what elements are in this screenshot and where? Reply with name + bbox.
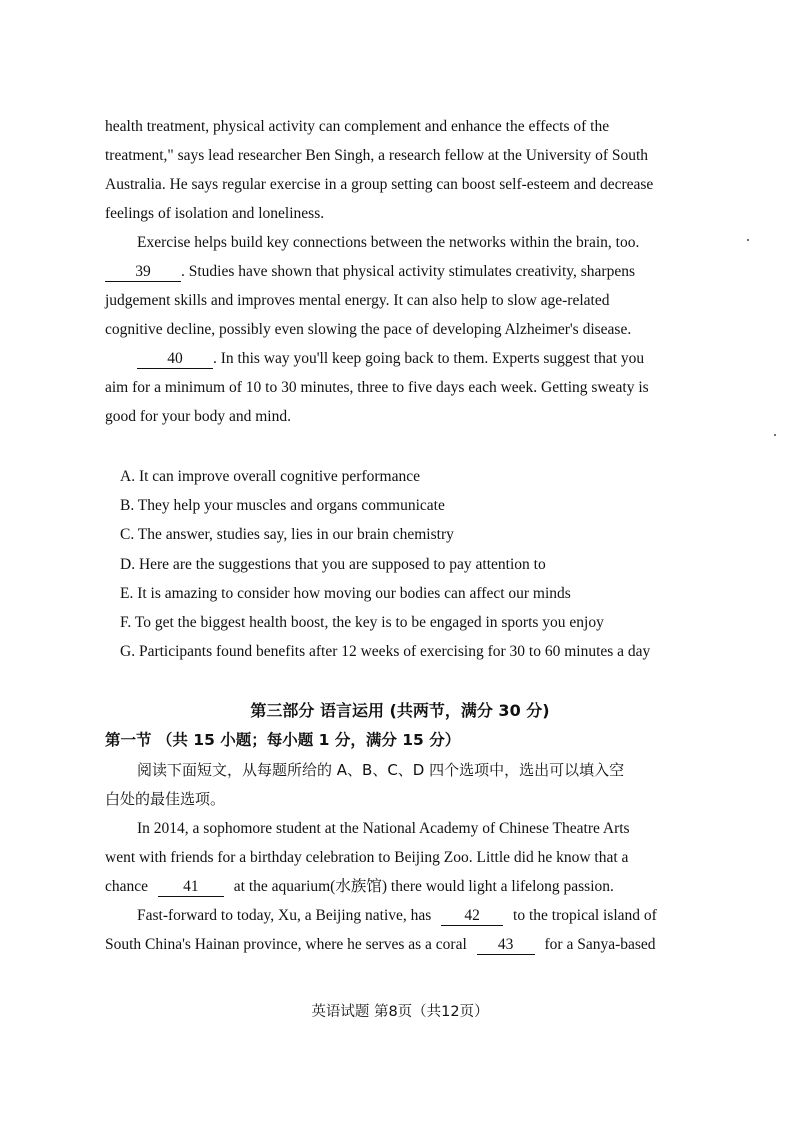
text-after-blank: for a Sanya-based xyxy=(544,936,656,953)
option-b: B. They help your muscles and organs communicate xyxy=(120,497,445,515)
text-line: Australia. He says regular exercise in a group setting can boost self-esteem and decrease xyxy=(105,176,654,193)
text-after-blank: . In this way you'll keep going back to them. Experts suggest that you xyxy=(213,350,645,367)
section-subtitle: 第一节 （共 15 小题；每小题 1 分，满分 15 分） xyxy=(105,731,461,749)
option-e: E. It is amazing to consider how moving our bodies can affect our minds xyxy=(120,584,571,602)
text-before-blank: South China's Hainan province, where he serves as a coral xyxy=(105,936,467,953)
text-line: aim for a minimum of 10 to 30 minutes, three to five days each week. Getting sweaty is xyxy=(105,379,649,396)
blank-39: 39 xyxy=(105,263,181,282)
text-line-with-blank xyxy=(105,930,695,959)
blank-42: 42 xyxy=(441,907,503,926)
text-line: health treatment, physical activity can complement and enhance the effects of the xyxy=(105,118,610,135)
text-line-with-blank xyxy=(105,872,695,901)
scan-speck xyxy=(747,239,749,241)
text-line: judgement skills and improves mental energy. It can also help to slow age-related xyxy=(105,292,610,309)
text-line: Exercise helps build key connections between the networks within the brain, too. xyxy=(137,234,640,251)
text-line: cognitive decline, possibly even slowing the pace of developing Alzheimer's disease. xyxy=(105,321,632,338)
text-before-blank: Fast-forward to today, Xu, a Beijing native, has xyxy=(137,907,432,924)
passage-paragraph-1 xyxy=(105,112,695,228)
option-f: F. To get the biggest health boost, the key is to be engaged in sports you enjoy xyxy=(120,613,604,631)
text-line: treatment," says lead researcher Ben Singh, a research fellow at the University of South xyxy=(105,147,649,164)
option-g: G. Participants found benefits after 12 weeks of exercising for 30 to 60 minutes a day xyxy=(120,643,651,661)
cloze-paragraph-1 xyxy=(105,814,695,901)
section-instructions xyxy=(105,756,695,814)
instruction-line: 阅读下面短文，从每题所给的 A、B、C、D 四个选项中，选出可以填入空 xyxy=(137,761,625,779)
section-title: 第三部分 语言运用 (共两节，满分 30 分) xyxy=(250,701,550,720)
text-line: In 2014, a sophomore student at the National Academy of Chinese Theatre Arts xyxy=(137,820,630,837)
text-after-blank: to the tropical island of xyxy=(513,907,657,924)
page-footer: 英语试题 第8页（共12页） xyxy=(311,1004,489,1020)
instruction-line: 白处的最佳选项。 xyxy=(105,790,226,808)
option-c: C. The answer, studies say, lies in our brain chemistry xyxy=(120,526,454,544)
text-after-blank: at the aquarium(水族馆) there would light a lifelong passion. xyxy=(233,878,614,895)
text-line-with-blank xyxy=(105,257,695,286)
text-line: good for your body and mind. xyxy=(105,408,291,425)
blank-41: 41 xyxy=(158,878,224,897)
passage-paragraph-2 xyxy=(105,228,695,344)
blank-40: 40 xyxy=(137,350,213,369)
options-list xyxy=(120,462,650,666)
text-after-blank: . Studies have shown that physical activity stimulates creativity, sharpens xyxy=(181,263,635,280)
cloze-paragraph-2 xyxy=(105,901,695,959)
text-line: went with friends for a birthday celebration to Beijing Zoo. Little did he know that a xyxy=(105,849,629,866)
text-line-with-blank xyxy=(105,344,695,373)
option-a: A. It can improve overall cognitive performance xyxy=(120,468,420,485)
text-line: feelings of isolation and loneliness. xyxy=(105,205,325,222)
option-d: D. Here are the suggestions that you are supposed to pay attention to xyxy=(120,555,546,573)
scan-speck xyxy=(774,434,776,436)
text-line-with-blank xyxy=(105,901,695,930)
text-before-blank: chance xyxy=(105,878,149,895)
passage-paragraph-3 xyxy=(105,344,695,431)
blank-43: 43 xyxy=(477,936,535,955)
